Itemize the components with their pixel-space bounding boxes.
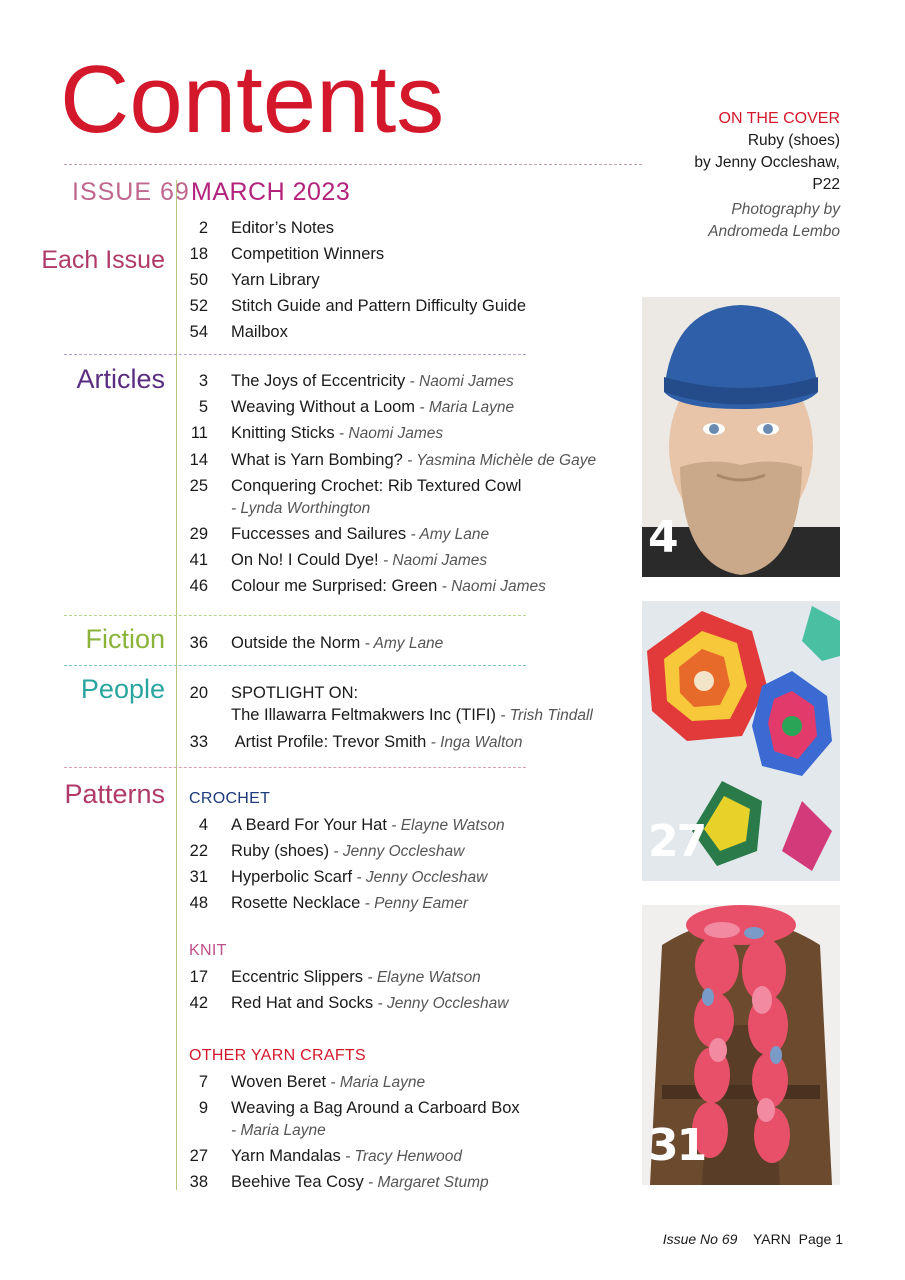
list-item[interactable]: 4 A Beard For Your Hat - Elayne Watson xyxy=(198,816,505,834)
footer-issue: Issue No 69 xyxy=(662,1231,738,1247)
cover-photo-credit-2: Andromeda Lembo xyxy=(708,223,840,240)
list-item[interactable]: 41 On No! I Could Dye! - Naomi James xyxy=(189,551,488,569)
list-item[interactable]: 27 Yarn Mandalas - Tracy Henwood xyxy=(189,1147,462,1165)
list-item[interactable]: 14 What is Yarn Bombing? - Yasmina Michèle de Gaye xyxy=(189,451,597,469)
cover-line1: Ruby (shoes) xyxy=(747,132,840,149)
list-item[interactable]: 48 Rosette Necklace - Penny Eamer xyxy=(189,894,468,912)
subsection-knit: KNIT xyxy=(189,942,227,959)
list-item[interactable]: 52 Stitch Guide and Pattern Difficulty Guide xyxy=(189,297,527,315)
page-footer xyxy=(663,1231,843,1247)
list-item[interactable]: 33 Artist Profile: Trevor Smith - Inga Walton xyxy=(189,733,523,751)
list-item[interactable]: 46 Colour me Surprised: Green - Naomi James xyxy=(189,577,546,595)
photo-page-number: 4 xyxy=(648,512,677,563)
list-item-author: - Lynda Worthington xyxy=(231,500,371,517)
subsection-other-yarn-crafts: OTHER YARN CRAFTS xyxy=(189,1047,366,1064)
list-item[interactable]: 36 Outside the Norm - Amy Lane xyxy=(189,634,444,652)
list-item-continued: The Illawarra Feltmakwers Inc (TIFI) - Trish Tindall xyxy=(231,706,593,724)
issue-label: ISSUE 69 xyxy=(72,178,190,206)
cover-heading: ON THE COVER xyxy=(718,110,840,127)
photo-hyperbolic-scarf[interactable] xyxy=(642,905,840,1185)
list-item[interactable]: 29 Fuccesses and Sailures - Amy Lane xyxy=(189,525,490,543)
list-item[interactable]: 50 Yarn Library xyxy=(189,271,320,289)
list-item[interactable]: 54 Mailbox xyxy=(189,323,288,341)
section-fiction: Fiction xyxy=(85,624,165,654)
cover-line3: P22 xyxy=(812,176,840,193)
list-item[interactable]: 5 Weaving Without a Loom - Maria Layne xyxy=(198,398,515,416)
photo-beard-hat[interactable] xyxy=(642,297,840,577)
list-item[interactable]: 42 Red Hat and Socks - Jenny Occleshaw xyxy=(189,994,509,1012)
cover-line2: by Jenny Occleshaw, xyxy=(694,154,840,171)
title-divider xyxy=(64,164,642,165)
cover-info xyxy=(694,108,840,243)
list-item[interactable]: 18 Competition Winners xyxy=(189,245,385,263)
list-item[interactable]: 17 Eccentric Slippers - Elayne Watson xyxy=(189,968,481,986)
issue-date: MARCH 2023 xyxy=(191,178,351,206)
photo-page-number: 31 xyxy=(648,1120,706,1171)
divider-patterns xyxy=(64,767,526,768)
divider-people xyxy=(64,665,526,666)
list-item[interactable]: 7 Woven Beret - Maria Layne xyxy=(198,1073,426,1091)
subsection-crochet: CROCHET xyxy=(189,790,271,807)
section-patterns: Patterns xyxy=(64,779,165,809)
list-item[interactable]: 11 Knitting Sticks - Naomi James xyxy=(190,424,444,442)
divider-articles xyxy=(64,354,526,355)
section-people: People xyxy=(80,674,165,704)
list-item[interactable]: 20 SPOTLIGHT ON: xyxy=(189,684,359,702)
list-item[interactable]: 25 Conquering Crochet: Rib Textured Cowl xyxy=(189,477,522,495)
footer-page: Page 1 xyxy=(798,1231,843,1247)
list-item[interactable]: 22 Ruby (shoes) - Jenny Occleshaw xyxy=(189,842,465,860)
cover-photo-credit-1: Photography by xyxy=(731,201,840,218)
section-each-issue: Each Issue xyxy=(41,246,165,274)
section-rule xyxy=(176,180,177,1190)
divider-fiction xyxy=(64,615,526,616)
list-item[interactable]: 9 Weaving a Bag Around a Carboard Box xyxy=(198,1099,520,1117)
list-item[interactable]: 3 The Joys of Eccentricity - Naomi James xyxy=(198,372,514,390)
list-item[interactable]: 31 Hyperbolic Scarf - Jenny Occleshaw xyxy=(189,868,488,886)
photo-yarn-mandalas[interactable] xyxy=(642,601,840,881)
section-articles: Articles xyxy=(76,364,165,394)
list-item[interactable]: 38 Beehive Tea Cosy - Margaret Stump xyxy=(189,1173,489,1191)
footer-magazine: YARN xyxy=(752,1231,791,1247)
list-item-author: - Maria Layne xyxy=(231,1122,326,1139)
photo-page-number: 27 xyxy=(648,816,706,867)
list-item[interactable]: 2 Editor’s Notes xyxy=(198,219,335,237)
page-title: Contents xyxy=(60,46,445,153)
